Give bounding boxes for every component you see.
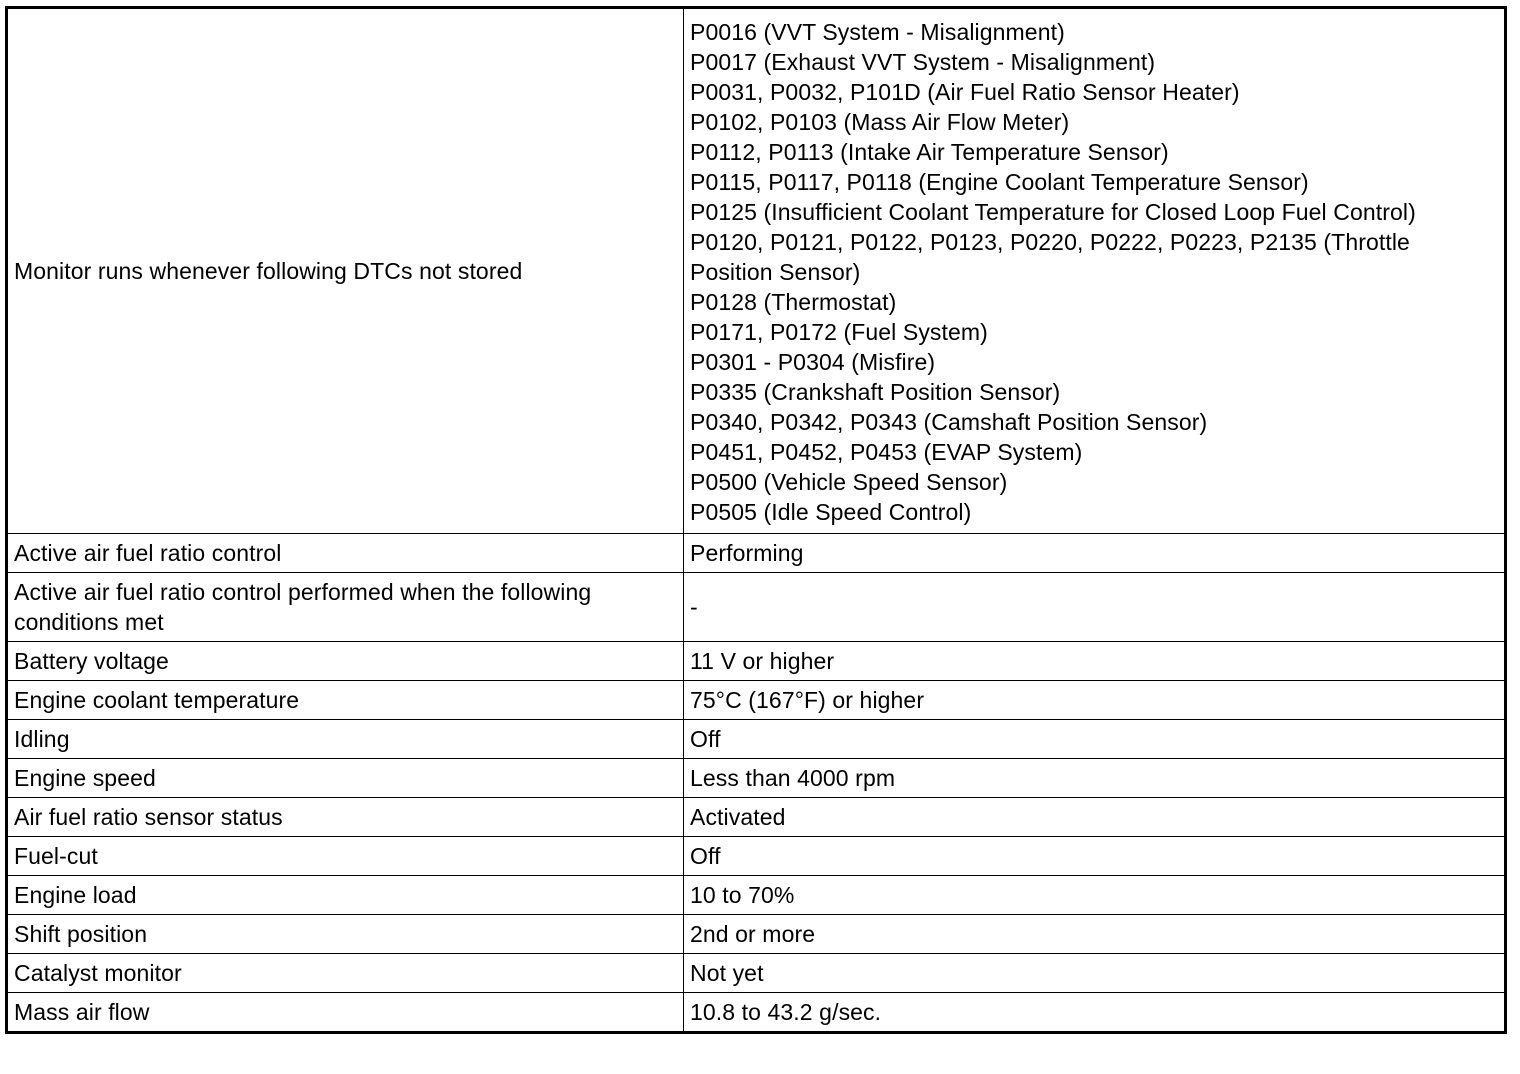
table-row bbox=[7, 8, 1506, 534]
row-value: Activated bbox=[684, 798, 1506, 837]
table-row bbox=[7, 759, 1506, 798]
row-label: Active air fuel ratio control bbox=[7, 534, 684, 573]
table-row bbox=[7, 534, 1506, 573]
table-row bbox=[7, 915, 1506, 954]
row-value: 2nd or more bbox=[684, 915, 1506, 954]
row-label: Air fuel ratio sensor status bbox=[7, 798, 684, 837]
row-value: 10 to 70% bbox=[684, 876, 1506, 915]
row-value: Off bbox=[684, 720, 1506, 759]
row-label: Monitor runs whenever following DTCs not stored bbox=[7, 8, 684, 534]
table-row bbox=[7, 720, 1506, 759]
table-row bbox=[7, 876, 1506, 915]
row-value: - bbox=[684, 573, 1506, 642]
dtc-list-cell bbox=[684, 8, 1506, 534]
row-label: Engine coolant temperature bbox=[7, 681, 684, 720]
table-row bbox=[7, 642, 1506, 681]
row-value: Off bbox=[684, 837, 1506, 876]
dtc-item: P0340, P0342, P0343 (Camshaft Position Sensor) bbox=[690, 409, 1208, 435]
dtc-item: P0016 (VVT System - Misalignment) bbox=[690, 19, 1065, 45]
dtc-item: P0031, P0032, P101D (Air Fuel Ratio Sensor Heater) bbox=[690, 79, 1240, 105]
dtc-item: P0125 (Insufficient Coolant Temperature for Closed Loop Fuel Control) bbox=[690, 199, 1416, 225]
table-row bbox=[7, 993, 1506, 1033]
dtc-item: P0128 (Thermostat) bbox=[690, 289, 897, 315]
dtc-item: P0120, P0121, P0122, P0123, P0220, P0222, P0223, P2135 (Throttle Position Sensor) bbox=[690, 229, 1410, 285]
row-label: Mass air flow bbox=[7, 993, 684, 1033]
row-label: Engine load bbox=[7, 876, 684, 915]
monitor-conditions-table bbox=[5, 6, 1507, 1034]
dtc-item: P0505 (Idle Speed Control) bbox=[690, 499, 972, 525]
row-label: Catalyst monitor bbox=[7, 954, 684, 993]
row-value: 10.8 to 43.2 g/sec. bbox=[684, 993, 1506, 1033]
table-row bbox=[7, 954, 1506, 993]
table-row bbox=[7, 573, 1506, 642]
document-page bbox=[5, 6, 1507, 1034]
dtc-item: P0335 (Crankshaft Position Sensor) bbox=[690, 379, 1061, 405]
dtc-item: P0171, P0172 (Fuel System) bbox=[690, 319, 988, 345]
row-label: Fuel-cut bbox=[7, 837, 684, 876]
dtc-item: P0500 (Vehicle Speed Sensor) bbox=[690, 469, 1008, 495]
dtc-item: P0102, P0103 (Mass Air Flow Meter) bbox=[690, 109, 1070, 135]
row-value: 11 V or higher bbox=[684, 642, 1506, 681]
row-label: Shift position bbox=[7, 915, 684, 954]
row-label: Battery voltage bbox=[7, 642, 684, 681]
dtc-item: P0112, P0113 (Intake Air Temperature Sensor) bbox=[690, 139, 1169, 165]
row-value: 75°C (167°F) or higher bbox=[684, 681, 1506, 720]
row-value: Not yet bbox=[684, 954, 1506, 993]
table-row bbox=[7, 798, 1506, 837]
row-label: Active air fuel ratio control performed when the following conditions met bbox=[7, 573, 684, 642]
table-body bbox=[7, 8, 1506, 1033]
dtc-item: P0451, P0452, P0453 (EVAP System) bbox=[690, 439, 1083, 465]
dtc-item: P0115, P0117, P0118 (Engine Coolant Temperature Sensor) bbox=[690, 169, 1309, 195]
table-row bbox=[7, 837, 1506, 876]
dtc-list bbox=[690, 15, 1499, 529]
row-value: Performing bbox=[684, 534, 1506, 573]
table-row bbox=[7, 681, 1506, 720]
row-label: Idling bbox=[7, 720, 684, 759]
dtc-item: P0017 (Exhaust VVT System - Misalignment) bbox=[690, 49, 1156, 75]
dtc-item: P0301 - P0304 (Misfire) bbox=[690, 349, 936, 375]
row-value: Less than 4000 rpm bbox=[684, 759, 1506, 798]
row-label: Engine speed bbox=[7, 759, 684, 798]
